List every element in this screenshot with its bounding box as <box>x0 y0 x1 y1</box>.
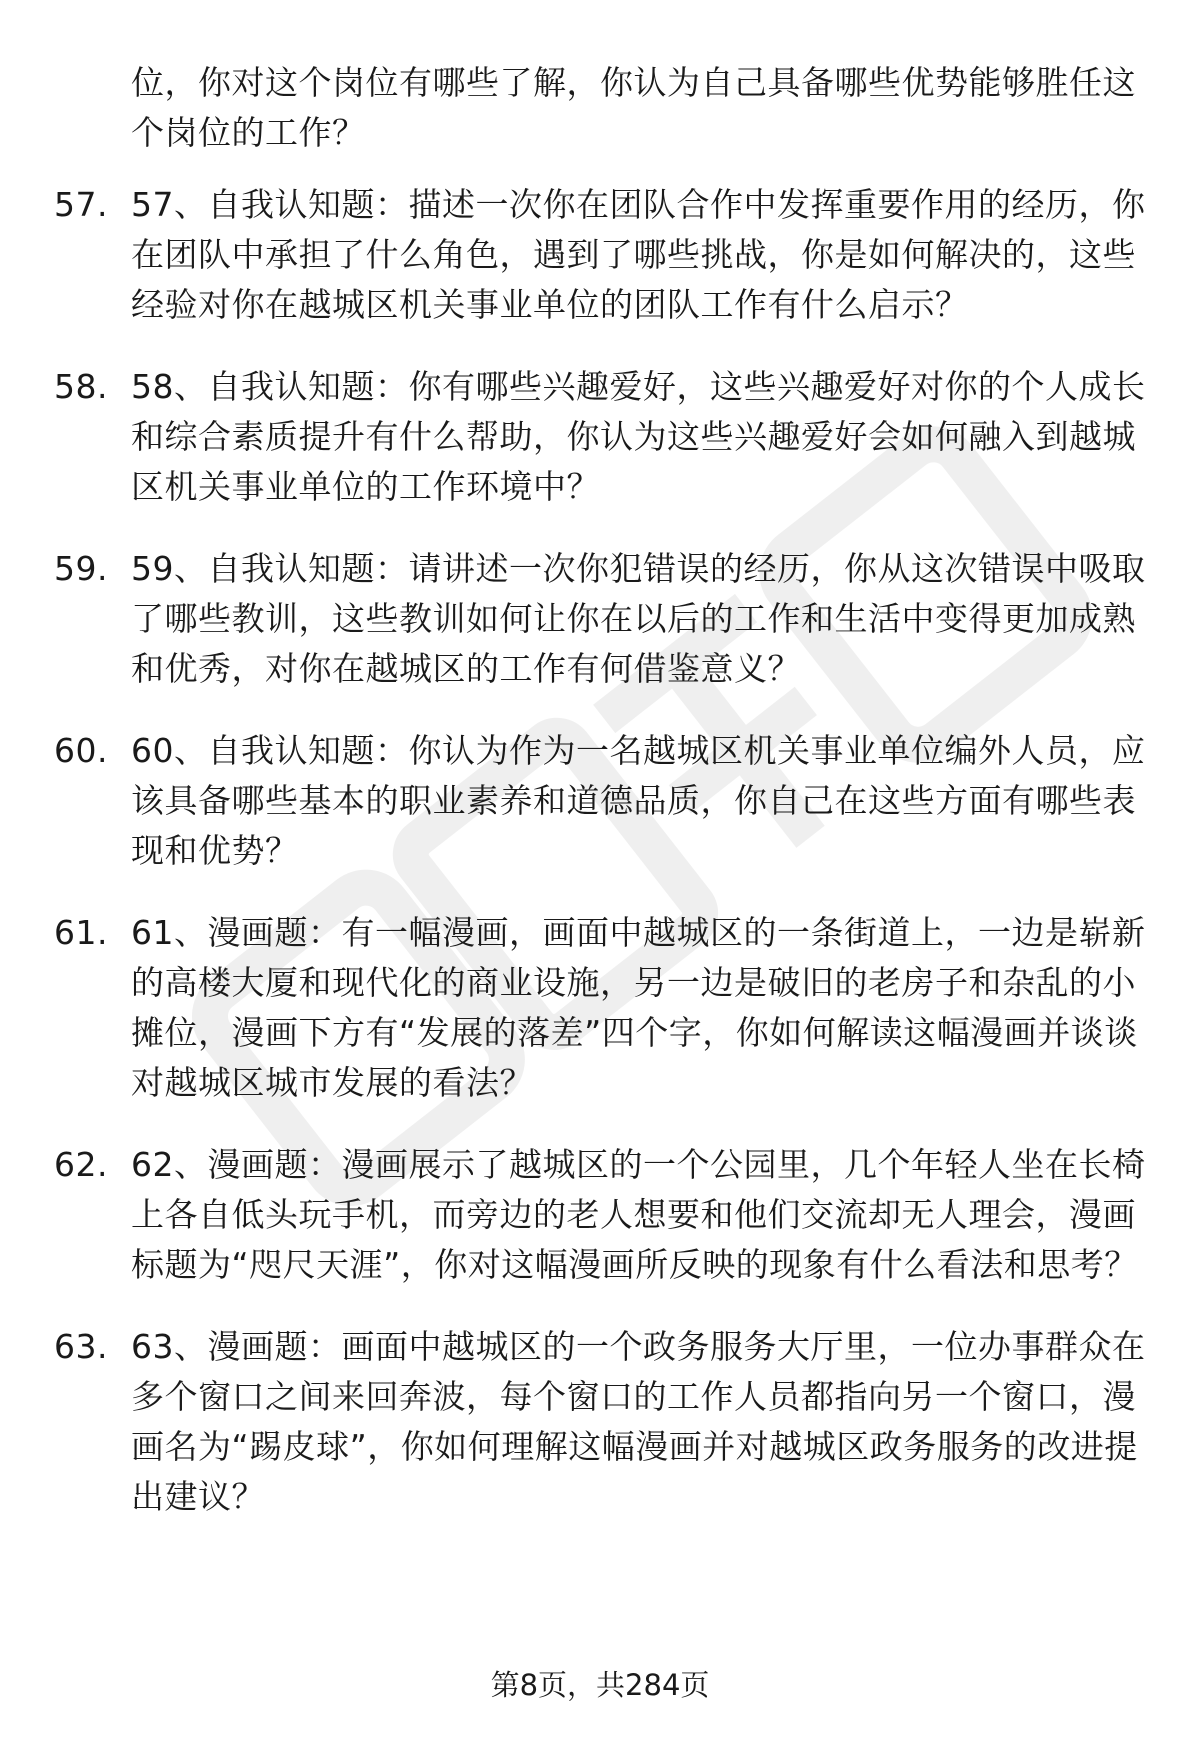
question-text: 60、自我认知题：你认为作为一名越城区机关事业单位编外人员，应该具备哪些基本的职业素养和道德品质，你自己在这些方面有哪些表现和优势？ <box>131 731 1146 870</box>
page-footer: 第8页，共284页 <box>490 1668 710 1702</box>
question-list <box>0 180 1200 1554</box>
question-item <box>0 180 1200 330</box>
question-number: 60. <box>54 731 108 770</box>
question-text: 61、漫画题：有一幅漫画，画面中越城区的一条街道上，一边是崭新的高楼大厦和现代化的商业设施，另一边是破旧的老房子和杂乱的小摊位，漫画下方有“发展的落差”四个字，你如何解读这幅漫画并谈谈对越城区城市发展的看法？ <box>131 913 1146 1102</box>
continuation-text: 位，你对这个岗位有哪些了解，你认为自己具备哪些优势能够胜任这个岗位的工作？ <box>131 63 1136 152</box>
question-text: 63、漫画题：画面中越城区的一个政务服务大厅里，一位办事群众在多个窗口之间来回奔波，每个窗口的工作人员都指向另一个窗口，漫画名为“踢皮球”，你如何理解这幅漫画并对越城区政务服务的改进提出建议？ <box>131 1327 1146 1516</box>
question-item <box>0 726 1200 876</box>
question-number: 57. <box>54 185 108 224</box>
question-number: 58. <box>54 367 108 406</box>
question-item <box>0 362 1200 512</box>
question-item <box>0 544 1200 694</box>
question-number: 62. <box>54 1145 108 1184</box>
question-text: 57、自我认知题：描述一次你在团队合作中发挥重要作用的经历，你在团队中承担了什么角色，遇到了哪些挑战，你是如何解决的，这些经验对你在越城区机关事业单位的团队工作有什么启示？ <box>131 185 1146 324</box>
question-text: 58、自我认知题：你有哪些兴趣爱好，这些兴趣爱好对你的个人成长和综合素质提升有什么帮助，你认为这些兴趣爱好会如何融入到越城区机关事业单位的工作环境中？ <box>131 367 1146 506</box>
question-number: 61. <box>54 913 108 952</box>
question-text: 62、漫画题：漫画展示了越城区的一个公园里，几个年轻人坐在长椅上各自低头玩手机，而旁边的老人想要和他们交流却无人理会，漫画标题为“咫尺天涯”，你对这幅漫画所反映的现象有什么看法和思考？ <box>131 1145 1146 1284</box>
question-number: 59. <box>54 549 108 588</box>
question-number: 63. <box>54 1327 108 1366</box>
question-item <box>0 908 1200 1108</box>
question-item <box>0 1322 1200 1522</box>
question-item <box>0 1140 1200 1290</box>
question-text: 59、自我认知题：请讲述一次你犯错误的经历，你从这次错误中吸取了哪些教训，这些教训如何让你在以后的工作和生活中变得更加成熟和优秀，对你在越城区的工作有何借鉴意义？ <box>131 549 1146 688</box>
